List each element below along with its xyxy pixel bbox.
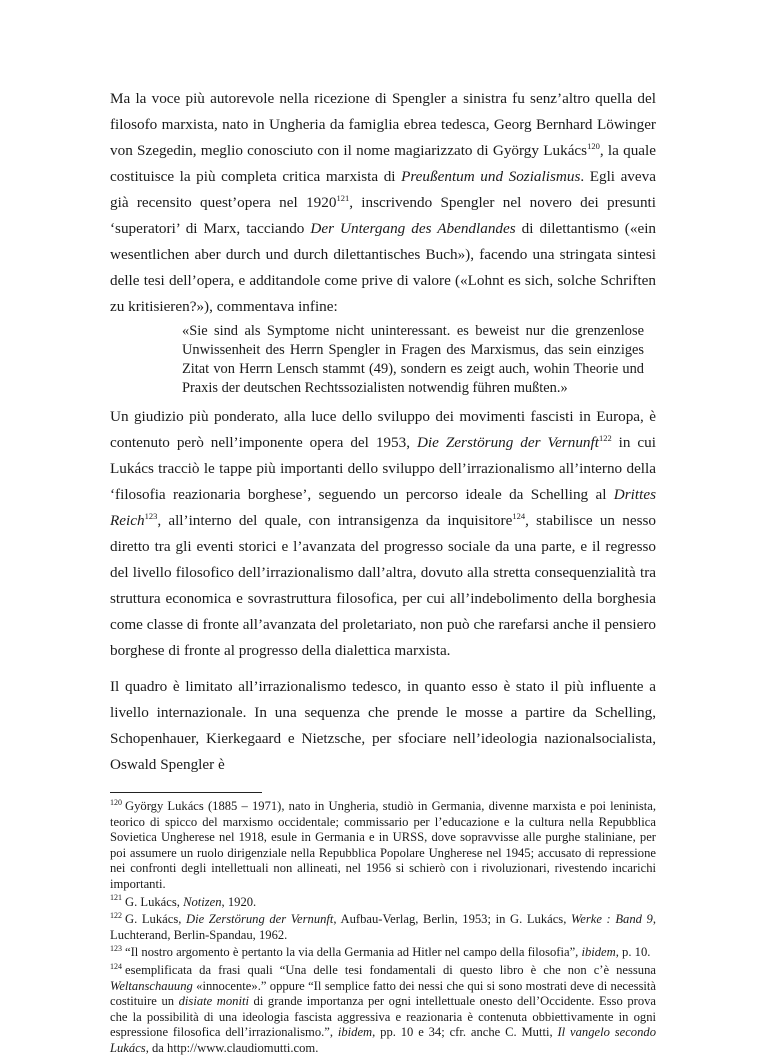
body-paragraph [110, 404, 656, 664]
text-run: Ma la voce più autorevole nella ricezione di Spengler a sinistra fu senz’altro quella del filosofo marxista, nato in Ungheria da famiglia ebrea tedesca, Georg Bernhard Löwinger von Szegedin, meglio conosciuto con il nome magiarizzato di György Lukács [110, 90, 656, 159]
text-run: , stabilisce un nesso diretto tra gli eventi storici e l’avanzata del progresso sociale da una parte, e il regresso del livello filosofico dell’irrazionalismo dall’altra, dovuto alla stretta consequenzialità tra struttura economica e sovrastruttura filosofica, per cui all’indebolimento della borghesia come classe di fronte all’avanzata del proletariato, non può che rarefarsi anche il pensiero borghese di fronte al progresso della dialettica marxista. [110, 512, 656, 659]
text-run: , da http://www.claudiomutti.com. [145, 1040, 319, 1055]
text-run: , all’interno del quale, con intransigenza da inquisitore [157, 512, 513, 529]
text-run: , pp. 10 e 34; cfr. anche C. Mutti, [372, 1025, 558, 1040]
footnotes [110, 799, 656, 1057]
text-run: Il quadro è limitato all’irrazionalismo tedesco, in quanto esso è stato il più influente a livello internazionale. In una sequenza che prende le mosse a partire da Schelling, Schopenhauer, Kierkegaard e Nietzsche, per sfociare nell’ideologia nazionalsocialista, Oswald Spengler è [110, 678, 656, 773]
italic-title: Die Zerstörung der Vernunft [185, 912, 334, 927]
text-run: . Egli aveva già recensito quest’opera nel 1920 [110, 168, 656, 211]
text-run: , p. 10. [615, 945, 651, 960]
text-run: di grande importanza per ogni intellettuale onesto dell’Occidente. Esso prova che la possibilità di una ideologia fascista aggressiva e reazionaria è contenuta obbiettivamente in ogni espressione filosofica dell’irrazionalismo.”, [110, 994, 656, 1040]
italic-title: Der Untergang des Abendlandes [310, 220, 516, 237]
footnote-separator [110, 792, 262, 793]
footnote-ref: 123 [144, 510, 158, 521]
italic-title: disiate moniti [178, 994, 249, 1009]
text-run: G. Lukács, [125, 912, 186, 927]
text-run: , Aufbau-Verlag, Berlin, 1953; in G. Lukács, [333, 912, 571, 927]
footnote [110, 799, 656, 893]
body-paragraph [110, 674, 656, 778]
footnote [110, 963, 656, 1057]
body-text [110, 86, 656, 778]
text-run: György Lukács (1885 – 1971), nato in Ungheria, studiò in Germania, divenne marxista e poi leninista, teorico di spicco del marxismo occidentale; commissario per l’educazione e la cultura nella Repubblica Sovietica Ungherese nel 1918, esule in Germania e in URSS, dove sopravvisse alle purghe staliniane, per poi assumere un ruolo dirigenziale nella Repubblica Popolare Ungherese nel 1945; accusato di repressione nei confronti degli intellettuali non allineati, nel 1956 si schierò con i rivoluzionari, rivestendo incarichi importanti. [110, 799, 656, 891]
text-run: Un giudizio più ponderato, alla luce dello sviluppo dei movimenti fascisti in Europa, è contenuto però nell’imponente opera del 1953, [110, 408, 656, 451]
text-run: , 1920. [221, 894, 257, 909]
text-run: esemplificata da frasi quali “Una delle tesi fondamentali di questo libro è che non c’è nessuna [125, 962, 656, 977]
footnote [110, 945, 656, 961]
text-run: «Sie sind als Symptome nicht uninteressant. es beweist nur die grenzenlose Unwissenheit des Herrn Spengler in Fragen des Marxismus, das sein einziges Zitat von Herrn Lensch stammt (49), sondern es zeigt auch, wohin Theorie und Praxis der deutschen Rechtssozialisten notwendig führen mußten.» [182, 323, 644, 396]
italic-title: Die Zerstörung der Vernunft [416, 434, 599, 451]
footnote-ref: 124 [512, 510, 526, 521]
footnote-number: 124 [110, 961, 122, 971]
body-paragraph [110, 86, 656, 320]
text-run: di dilettantismo («ein wesentlichen aber durch und durch dilettantisches Buch»), facendo una stringata sintesi delle tesi dell’opera, e additandole come prive di valore («Lohnt es sich, solche Schriften zu kritisieren?»), commentava infine: [110, 220, 657, 315]
footnote-ref: 121 [336, 192, 350, 203]
italic-title: Preußentum und Sozialismus [401, 168, 581, 185]
text-run: , inscrivendo Spengler nel novero dei presunti ‘superatori’ di Marx, tacciando [110, 194, 656, 237]
text-run: «innocente».” oppure “Il semplice fatto dei nessi che qui si sono mostrati deve di necessità costituire un [110, 978, 656, 1009]
footnote-number: 120 [110, 797, 122, 807]
italic-title: ibidem [581, 945, 616, 960]
footnote-number: 123 [110, 944, 122, 954]
italic-title: Il vangelo secondo Lukács [110, 1025, 656, 1055]
text-run: “Il nostro argomento è pertanto la via della Germania ad Hitler nel campo della filosofia”, [125, 945, 582, 960]
footnote-number: 121 [110, 893, 122, 903]
text-run: , la quale costituisce la più completa critica marxista di [110, 142, 656, 185]
italic-title: Werke : Band 9 [570, 912, 653, 927]
italic-title: Weltanschauung [110, 978, 193, 993]
footnote-ref: 122 [598, 432, 612, 443]
text-run: in cui Lukács tracciò le tappe più importanti dello sviluppo dell’irrazionalismo all’interno della ‘filosofia reazionaria borghese’, seguendo un percorso ideale da Schelling al [110, 434, 656, 503]
italic-title: Notizen [183, 894, 222, 909]
footnote [110, 895, 656, 911]
text-run: , Luchterand, Berlin-Spandau, 1962. [110, 912, 656, 942]
block-quote [182, 322, 656, 398]
footnote-ref: 120 [587, 140, 600, 151]
text-run: G. Lukács, [125, 894, 184, 909]
italic-title: ibidem [337, 1025, 373, 1040]
footnote [110, 912, 656, 943]
italic-title: Drittes Reich [110, 486, 656, 529]
footnote-number: 122 [110, 910, 122, 920]
